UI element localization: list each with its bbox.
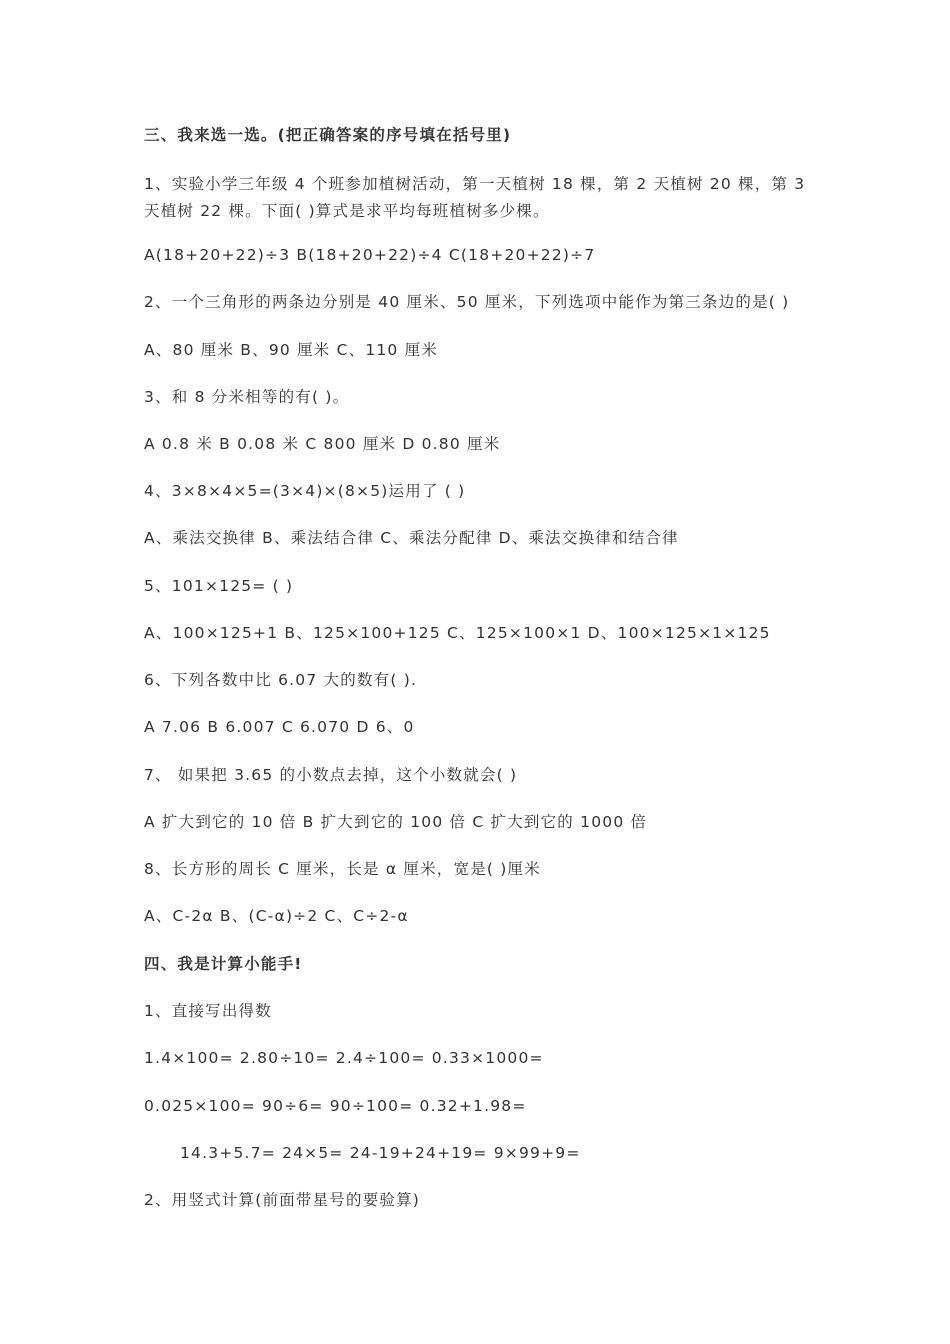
section-4-subheading-2: 2、用竖式计算(前面带星号的要验算) (144, 1191, 421, 1209)
question-1: 1、实验小学三年级 4 个班参加植树活动，第一天植树 18 棵，第 2 天植树 20 棵，第 3 天植树 22 棵。下面( )算式是求平均每班植树多少棵。 (144, 175, 806, 220)
section-3-title: 三、我来选一选。(把正确答案的序号填在括号里) (144, 126, 512, 144)
question-2: 2、一个三角形的两条边分别是 40 厘米、50 厘米，下列选项中能作为第三条边的是( ) (144, 293, 790, 311)
calc-row-2: 0.025×100= 90÷6= 90÷100= 0.32+1.98= (144, 1097, 527, 1115)
question-6-options: A 7.06 B 6.007 C 6.070 D 6、0 (144, 718, 415, 736)
calc-row-3: 14.3+5.7= 24×5= 24-19+24+19= 9×99+9= (180, 1144, 581, 1162)
question-3: 3、和 8 分米相等的有( )。 (144, 388, 350, 406)
question-5: 5、101×125= ( ) (144, 577, 294, 595)
question-4-options: A、乘法交换律 B、乘法结合律 C、乘法分配律 D、乘法交换律和结合律 (144, 529, 679, 547)
question-1-options: A(18+20+22)÷3 B(18+20+22)÷4 C(18+20+22)÷7 (144, 246, 596, 264)
question-6: 6、下列各数中比 6.07 大的数有( ). (144, 671, 418, 689)
question-8-options: A、C-2α B、(C-α)÷2 C、C÷2-α (144, 907, 409, 925)
question-7-options: A 扩大到它的 10 倍 B 扩大到它的 100 倍 C 扩大到它的 1000 倍 (144, 813, 648, 831)
question-2-options: A、80 厘米 B、90 厘米 C、110 厘米 (144, 341, 439, 359)
question-4: 4、3×8×4×5=(3×4)×(8×5)运用了 ( ) (144, 482, 466, 500)
calc-row-1: 1.4×100= 2.80÷10= 2.4÷100= 0.33×1000= (144, 1049, 544, 1067)
section-4-subheading-1: 1、直接写出得数 (144, 1002, 272, 1020)
question-7: 7、 如果把 3.65 的小数点去掉，这个小数就会( ) (144, 766, 518, 784)
question-3-options: A 0.8 米 B 0.08 米 C 800 厘米 D 0.80 厘米 (144, 435, 501, 453)
question-8: 8、长方形的周长 C 厘米，长是 α 厘米，宽是( )厘米 (144, 860, 541, 878)
question-5-options: A、100×125+1 B、125×100+125 C、125×100×1 D、100×125×1×125 (144, 624, 771, 642)
section-4-title: 四、我是计算小能手! (144, 955, 303, 973)
